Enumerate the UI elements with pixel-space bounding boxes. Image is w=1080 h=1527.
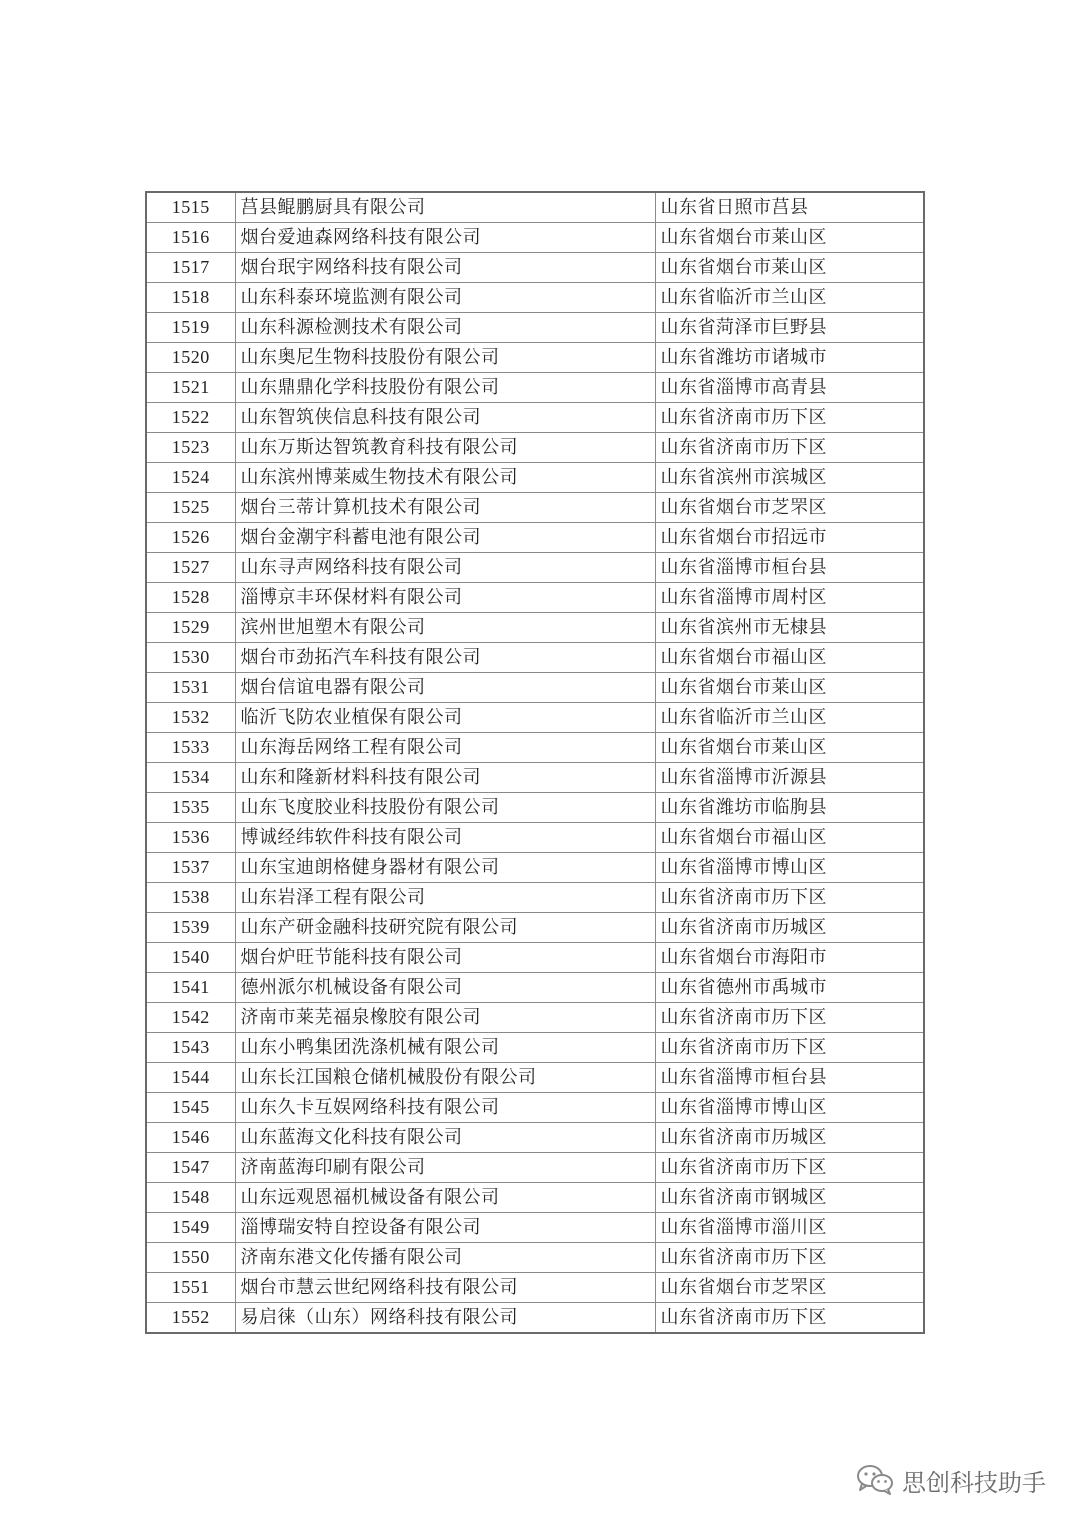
location-cell: 山东省济南市历城区: [655, 1123, 924, 1153]
location-cell: 山东省烟台市芝罘区: [655, 493, 924, 523]
row-number-cell: 1531: [146, 673, 235, 703]
table-row: [146, 373, 924, 403]
row-number-cell: 1515: [146, 192, 235, 223]
company-name-cell: 山东远观恩福机械设备有限公司: [235, 1183, 655, 1213]
company-name-cell: 山东长江国粮仓储机械股份有限公司: [235, 1063, 655, 1093]
location-cell: 山东省烟台市莱山区: [655, 673, 924, 703]
row-number-cell: 1545: [146, 1093, 235, 1123]
company-name-cell: 山东和隆新材料科技有限公司: [235, 763, 655, 793]
company-name-cell: 山东寻声网络科技有限公司: [235, 553, 655, 583]
location-cell: 山东省淄博市桓台县: [655, 553, 924, 583]
company-name-cell: 莒县鲲鹏厨具有限公司: [235, 192, 655, 223]
location-cell: 山东省烟台市福山区: [655, 823, 924, 853]
table-row: [146, 613, 924, 643]
table-row: [146, 823, 924, 853]
table-row: [146, 1153, 924, 1183]
row-number-cell: 1517: [146, 253, 235, 283]
location-cell: 山东省菏泽市巨野县: [655, 313, 924, 343]
table-row: [146, 463, 924, 493]
company-name-cell: 山东宝迪朗格健身器材有限公司: [235, 853, 655, 883]
table-row: [146, 1183, 924, 1213]
location-cell: 山东省潍坊市临朐县: [655, 793, 924, 823]
row-number-cell: 1524: [146, 463, 235, 493]
company-name-cell: 山东万斯达智筑教育科技有限公司: [235, 433, 655, 463]
table-row: [146, 883, 924, 913]
location-cell: 山东省济南市历下区: [655, 883, 924, 913]
row-number-cell: 1550: [146, 1243, 235, 1273]
row-number-cell: 1544: [146, 1063, 235, 1093]
row-number-cell: 1535: [146, 793, 235, 823]
company-name-cell: 山东海岳网络工程有限公司: [235, 733, 655, 763]
location-cell: 山东省德州市禹城市: [655, 973, 924, 1003]
location-cell: 山东省烟台市莱山区: [655, 223, 924, 253]
row-number-cell: 1537: [146, 853, 235, 883]
company-name-cell: 博诚经纬软件科技有限公司: [235, 823, 655, 853]
company-name-cell: 烟台珉宇网络科技有限公司: [235, 253, 655, 283]
table-row: [146, 973, 924, 1003]
row-number-cell: 1547: [146, 1153, 235, 1183]
table-row: [146, 253, 924, 283]
location-cell: 山东省日照市莒县: [655, 192, 924, 223]
table-row: [146, 1273, 924, 1303]
table-row: [146, 433, 924, 463]
row-number-cell: 1546: [146, 1123, 235, 1153]
company-name-cell: 临沂飞防农业植保有限公司: [235, 703, 655, 733]
company-name-cell: 山东科泰环境监测有限公司: [235, 283, 655, 313]
row-number-cell: 1527: [146, 553, 235, 583]
table-row: [146, 763, 924, 793]
table-row: [146, 643, 924, 673]
location-cell: 山东省烟台市海阳市: [655, 943, 924, 973]
row-number-cell: 1519: [146, 313, 235, 343]
location-cell: 山东省淄博市周村区: [655, 583, 924, 613]
location-cell: 山东省烟台市莱山区: [655, 253, 924, 283]
table-row: [146, 192, 924, 223]
location-cell: 山东省淄博市淄川区: [655, 1213, 924, 1243]
location-cell: 山东省济南市历下区: [655, 1243, 924, 1273]
company-name-cell: 淄博瑞安特自控设备有限公司: [235, 1213, 655, 1243]
location-cell: 山东省烟台市莱山区: [655, 733, 924, 763]
location-cell: 山东省淄博市桓台县: [655, 1063, 924, 1093]
table-row: [146, 1003, 924, 1033]
company-name-cell: 淄博京丰环保材料有限公司: [235, 583, 655, 613]
table-row: [146, 1243, 924, 1273]
company-name-cell: 济南市莱芜福泉橡胶有限公司: [235, 1003, 655, 1033]
location-cell: 山东省滨州市无棣县: [655, 613, 924, 643]
row-number-cell: 1520: [146, 343, 235, 373]
table-row: [146, 523, 924, 553]
row-number-cell: 1526: [146, 523, 235, 553]
company-name-cell: 济南东港文化传播有限公司: [235, 1243, 655, 1273]
location-cell: 山东省济南市历下区: [655, 403, 924, 433]
table-row: [146, 913, 924, 943]
table-row: [146, 793, 924, 823]
location-cell: 山东省济南市历下区: [655, 1003, 924, 1033]
company-name-cell: 山东奥尼生物科技股份有限公司: [235, 343, 655, 373]
company-name-cell: 山东久卡互娱网络科技有限公司: [235, 1093, 655, 1123]
row-number-cell: 1539: [146, 913, 235, 943]
row-number-cell: 1523: [146, 433, 235, 463]
company-name-cell: 山东小鸭集团洗涤机械有限公司: [235, 1033, 655, 1063]
row-number-cell: 1518: [146, 283, 235, 313]
company-name-cell: 山东鼎鼎化学科技股份有限公司: [235, 373, 655, 403]
table-row: [146, 583, 924, 613]
company-name-cell: 滨州世旭塑木有限公司: [235, 613, 655, 643]
row-number-cell: 1540: [146, 943, 235, 973]
row-number-cell: 1516: [146, 223, 235, 253]
row-number-cell: 1538: [146, 883, 235, 913]
wechat-icon: [856, 1464, 894, 1496]
table-row: [146, 1093, 924, 1123]
location-cell: 山东省淄博市博山区: [655, 1093, 924, 1123]
company-name-cell: 山东产研金融科技研究院有限公司: [235, 913, 655, 943]
company-table: [145, 191, 925, 1334]
company-name-cell: 山东滨州博莱威生物技术有限公司: [235, 463, 655, 493]
table-row: [146, 223, 924, 253]
table-row: [146, 943, 924, 973]
location-cell: 山东省临沂市兰山区: [655, 283, 924, 313]
company-name-cell: 烟台炉旺节能科技有限公司: [235, 943, 655, 973]
location-cell: 山东省济南市历城区: [655, 913, 924, 943]
company-name-cell: 德州派尔机械设备有限公司: [235, 973, 655, 1003]
watermark: [856, 1460, 1046, 1500]
location-cell: 山东省潍坊市诸城市: [655, 343, 924, 373]
location-cell: 山东省济南市钢城区: [655, 1183, 924, 1213]
location-cell: 山东省济南市历下区: [655, 1033, 924, 1063]
table-row: [146, 283, 924, 313]
table-row: [146, 313, 924, 343]
table-row: [146, 733, 924, 763]
location-cell: 山东省淄博市高青县: [655, 373, 924, 403]
row-number-cell: 1536: [146, 823, 235, 853]
company-table-container: [145, 191, 923, 1334]
table-row: [146, 493, 924, 523]
row-number-cell: 1530: [146, 643, 235, 673]
company-name-cell: 烟台市劲拓汽车科技有限公司: [235, 643, 655, 673]
location-cell: 山东省临沂市兰山区: [655, 703, 924, 733]
row-number-cell: 1541: [146, 973, 235, 1003]
row-number-cell: 1532: [146, 703, 235, 733]
location-cell: 山东省淄博市博山区: [655, 853, 924, 883]
company-name-cell: 烟台爱迪森网络科技有限公司: [235, 223, 655, 253]
company-name-cell: 烟台信谊电器有限公司: [235, 673, 655, 703]
row-number-cell: 1521: [146, 373, 235, 403]
table-row: [146, 703, 924, 733]
row-number-cell: 1522: [146, 403, 235, 433]
table-row: [146, 343, 924, 373]
row-number-cell: 1551: [146, 1273, 235, 1303]
location-cell: 山东省济南市历下区: [655, 433, 924, 463]
company-name-cell: 烟台三蒂计算机技术有限公司: [235, 493, 655, 523]
table-row: [146, 553, 924, 583]
row-number-cell: 1549: [146, 1213, 235, 1243]
location-cell: 山东省烟台市福山区: [655, 643, 924, 673]
row-number-cell: 1552: [146, 1303, 235, 1334]
company-name-cell: 烟台金潮宇科蓄电池有限公司: [235, 523, 655, 553]
table-row: [146, 403, 924, 433]
row-number-cell: 1548: [146, 1183, 235, 1213]
table-row: [146, 1063, 924, 1093]
watermark-text: 思创科技助手: [902, 1468, 1046, 1497]
table-row: [146, 1033, 924, 1063]
table-row: [146, 1303, 924, 1334]
company-name-cell: 烟台市慧云世纪网络科技有限公司: [235, 1273, 655, 1303]
company-name-cell: 济南蓝海印刷有限公司: [235, 1153, 655, 1183]
location-cell: 山东省淄博市沂源县: [655, 763, 924, 793]
row-number-cell: 1543: [146, 1033, 235, 1063]
company-name-cell: 山东蓝海文化科技有限公司: [235, 1123, 655, 1153]
location-cell: 山东省烟台市芝罘区: [655, 1273, 924, 1303]
table-row: [146, 1123, 924, 1153]
table-row: [146, 853, 924, 883]
company-name-cell: 山东智筑侠信息科技有限公司: [235, 403, 655, 433]
row-number-cell: 1525: [146, 493, 235, 523]
location-cell: 山东省烟台市招远市: [655, 523, 924, 553]
table-row: [146, 673, 924, 703]
location-cell: 山东省济南市历下区: [655, 1303, 924, 1334]
row-number-cell: 1529: [146, 613, 235, 643]
table-row: [146, 1213, 924, 1243]
row-number-cell: 1542: [146, 1003, 235, 1033]
company-name-cell: 山东岩泽工程有限公司: [235, 883, 655, 913]
row-number-cell: 1534: [146, 763, 235, 793]
company-table-body: [146, 192, 924, 1333]
company-name-cell: 山东科源检测技术有限公司: [235, 313, 655, 343]
row-number-cell: 1528: [146, 583, 235, 613]
company-name-cell: 易启徕（山东）网络科技有限公司: [235, 1303, 655, 1334]
company-name-cell: 山东飞度胶业科技股份有限公司: [235, 793, 655, 823]
location-cell: 山东省滨州市滨城区: [655, 463, 924, 493]
row-number-cell: 1533: [146, 733, 235, 763]
location-cell: 山东省济南市历下区: [655, 1153, 924, 1183]
